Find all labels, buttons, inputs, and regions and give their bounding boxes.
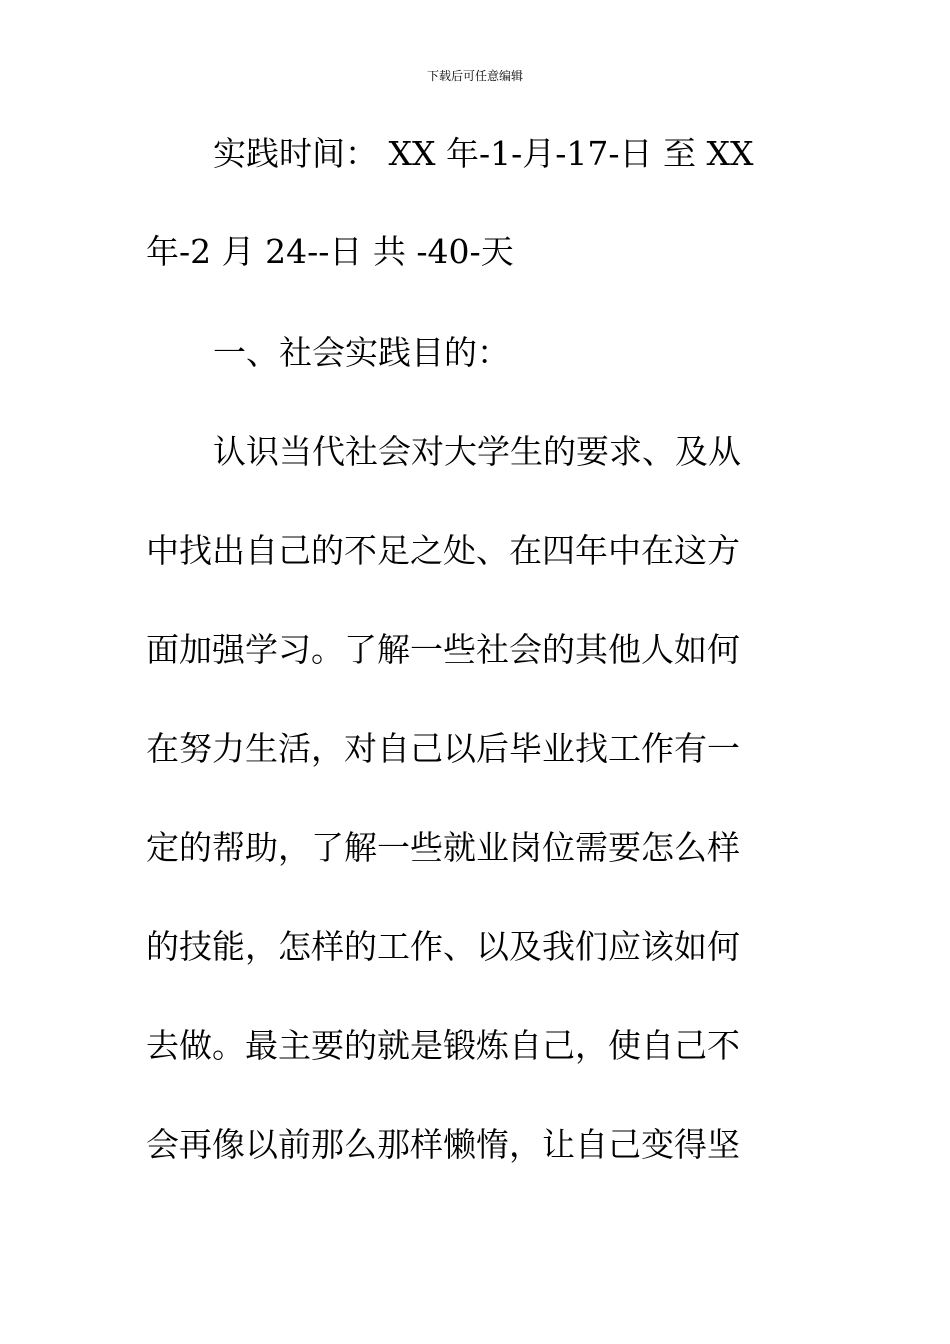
paragraph-line: 定的帮助，了解一些就业岗位需要怎么样 (146, 828, 740, 867)
paragraph-line: 的技能，怎样的工作、以及我们应该如何 (146, 927, 740, 966)
paragraph-line: 面加强学习。了解一些社会的其他人如何 (146, 630, 740, 669)
section-heading-purpose: 一、社会实践目的： (213, 333, 510, 372)
paragraph-line: 去做。最主要的就是锻炼自己，使自己不 (146, 1026, 740, 1065)
paragraph-line: 在努力生活，对自己以后毕业找工作有一 (146, 729, 740, 768)
paragraph-line: 中找出自己的不足之处、在四年中在这方 (146, 531, 740, 570)
practice-time-line-continued: 年-2 月 24--日 共 -40-天 (146, 232, 514, 271)
paragraph-line: 会再像以前那么那样懒惰，让自己变得坚 (146, 1125, 740, 1164)
practice-time-line: 实践时间： XX 年-1-月-17-日 至 XX (213, 134, 754, 173)
page-header-note: 下载后可任意编辑 (426, 69, 523, 83)
paragraph-line: 认识当代社会对大学生的要求、及从 (213, 432, 741, 471)
